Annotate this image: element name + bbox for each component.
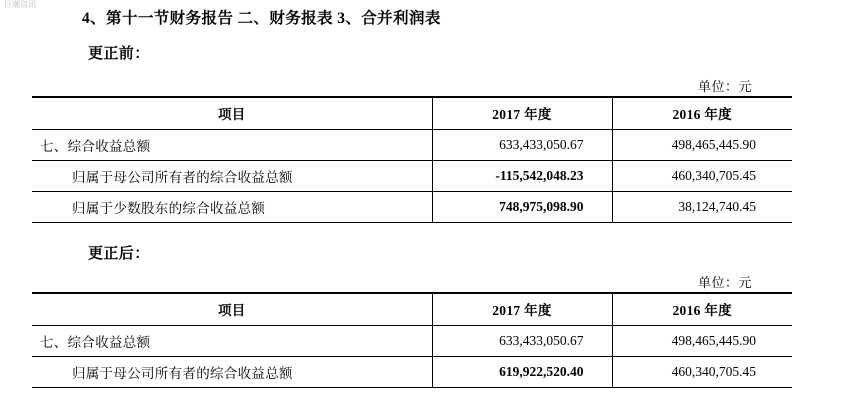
column-header-2017: 2017 年度	[432, 293, 612, 326]
row-value-2016: 460,340,705.45	[612, 161, 792, 192]
row-value-2017: 748,975,098.90	[432, 192, 612, 223]
table-header-row	[32, 97, 792, 130]
column-header-2017: 2017 年度	[432, 97, 612, 130]
unit-note-before: 单位：元	[698, 79, 753, 94]
row-value-2017: 633,433,050.67	[432, 326, 612, 357]
table-header-row	[32, 293, 792, 326]
column-header-2016: 2016 年度	[612, 293, 792, 326]
row-label: 七、综合收益总额	[32, 326, 432, 357]
row-value-2017: 633,433,050.67	[432, 130, 612, 161]
unit-note-after: 单位：元	[698, 275, 753, 290]
table-row	[32, 326, 792, 357]
table-before-correction	[32, 96, 792, 223]
table-row	[32, 130, 792, 161]
table-after-correction	[32, 292, 792, 388]
column-header-2016: 2016 年度	[612, 97, 792, 130]
row-value-2016: 460,340,705.45	[612, 357, 792, 388]
section-label-before: 更正前：	[88, 46, 150, 62]
table-row	[32, 161, 792, 192]
row-label: 七、综合收益总额	[32, 130, 432, 161]
page-title: 4、第十一节财务报告 二、财务报表 3、合并利润表	[82, 10, 441, 27]
row-label: 归属于少数股东的综合收益总额	[32, 192, 432, 223]
row-value-2016: 38,124,740.45	[612, 192, 792, 223]
row-value-2017: 619,922,520.40	[432, 357, 612, 388]
table-row	[32, 357, 792, 388]
column-header-item: 项目	[32, 293, 432, 326]
table-row	[32, 192, 792, 223]
watermark-stamp: 巨潮资讯	[4, 0, 36, 9]
section-label-after: 更正后：	[88, 246, 150, 262]
row-value-2016: 498,465,445.90	[612, 326, 792, 357]
column-header-item: 项目	[32, 97, 432, 130]
row-value-2016: 498,465,445.90	[612, 130, 792, 161]
row-label: 归属于母公司所有者的综合收益总额	[32, 161, 432, 192]
row-value-2017: -115,542,048.23	[432, 161, 612, 192]
row-label: 归属于母公司所有者的综合收益总额	[32, 357, 432, 388]
